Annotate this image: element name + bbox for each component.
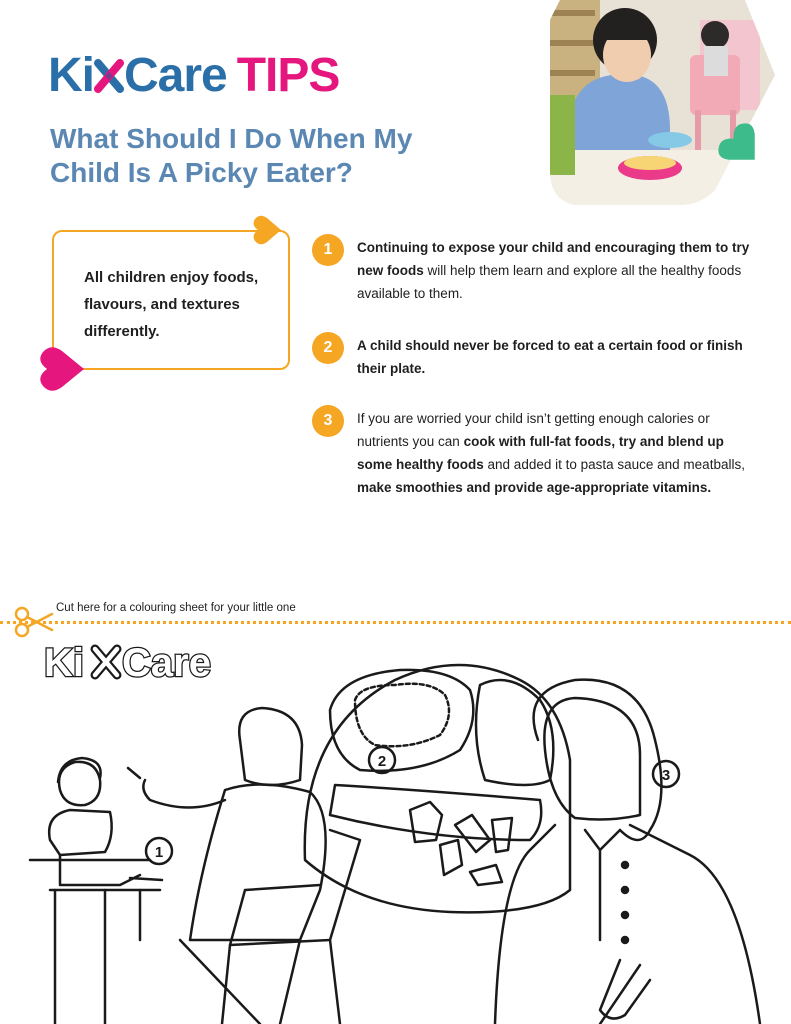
- step-bold-lead: Continuing to expose your child and encouraging them to try new foods: [357, 240, 750, 278]
- colouring-marker-3: 3: [661, 767, 671, 784]
- colouring-logo-kix: Ki: [44, 641, 84, 684]
- step-rest: will help them learn and explore all the healthy foods available to them.: [357, 263, 742, 301]
- colouring-marker-2: 2: [377, 753, 387, 770]
- step-number-badge: 1: [312, 234, 344, 266]
- orange-heart-icon: [252, 214, 282, 246]
- colouring-illustration: [0, 640, 791, 1024]
- step-number-badge: 2: [312, 332, 344, 364]
- dotted-cut-line: [0, 621, 791, 624]
- pink-heart-icon: [38, 342, 84, 396]
- colouring-logo-x-icon: [95, 649, 117, 675]
- step-number-badge: 3: [312, 405, 344, 437]
- page-title: What Should I Do When My Child Is A Picky Eater?: [50, 123, 413, 188]
- step-text: [357, 334, 752, 380]
- step-bold-lead: A child should never be forced to eat a certain food or finish their plate.: [357, 338, 743, 376]
- colouring-logo: [42, 640, 232, 689]
- brand-tips: TIPS: [236, 49, 340, 102]
- colouring-logo-care: Care: [122, 641, 211, 684]
- child-eating-photo: [540, 0, 790, 205]
- step-text: [357, 407, 752, 499]
- cut-instruction: Cut here for a colouring sheet for your little one: [56, 602, 296, 614]
- brand-x-heart-icon: [94, 54, 124, 88]
- step-bold-1: cook with full-fat foods, try and blend up some healthy foods: [357, 434, 724, 472]
- step-text: [357, 236, 752, 305]
- callout-box: [52, 230, 290, 370]
- step-middle: and added it to pasta sauce and meatballs,: [483, 457, 745, 472]
- step-bold-2: make smoothies and provide age-appropriate vitamins.: [357, 480, 712, 495]
- brand-logo: [48, 49, 340, 102]
- step-intro: If you are worried your child isn’t getting enough calories or nutrients you can: [357, 411, 710, 449]
- colouring-marker-1: 1: [154, 844, 164, 861]
- brand-kix: Ki: [48, 49, 94, 102]
- callout-text: All children enjoy foods, flavours, and textures differently.: [84, 269, 259, 340]
- brand-care: Care: [124, 49, 227, 102]
